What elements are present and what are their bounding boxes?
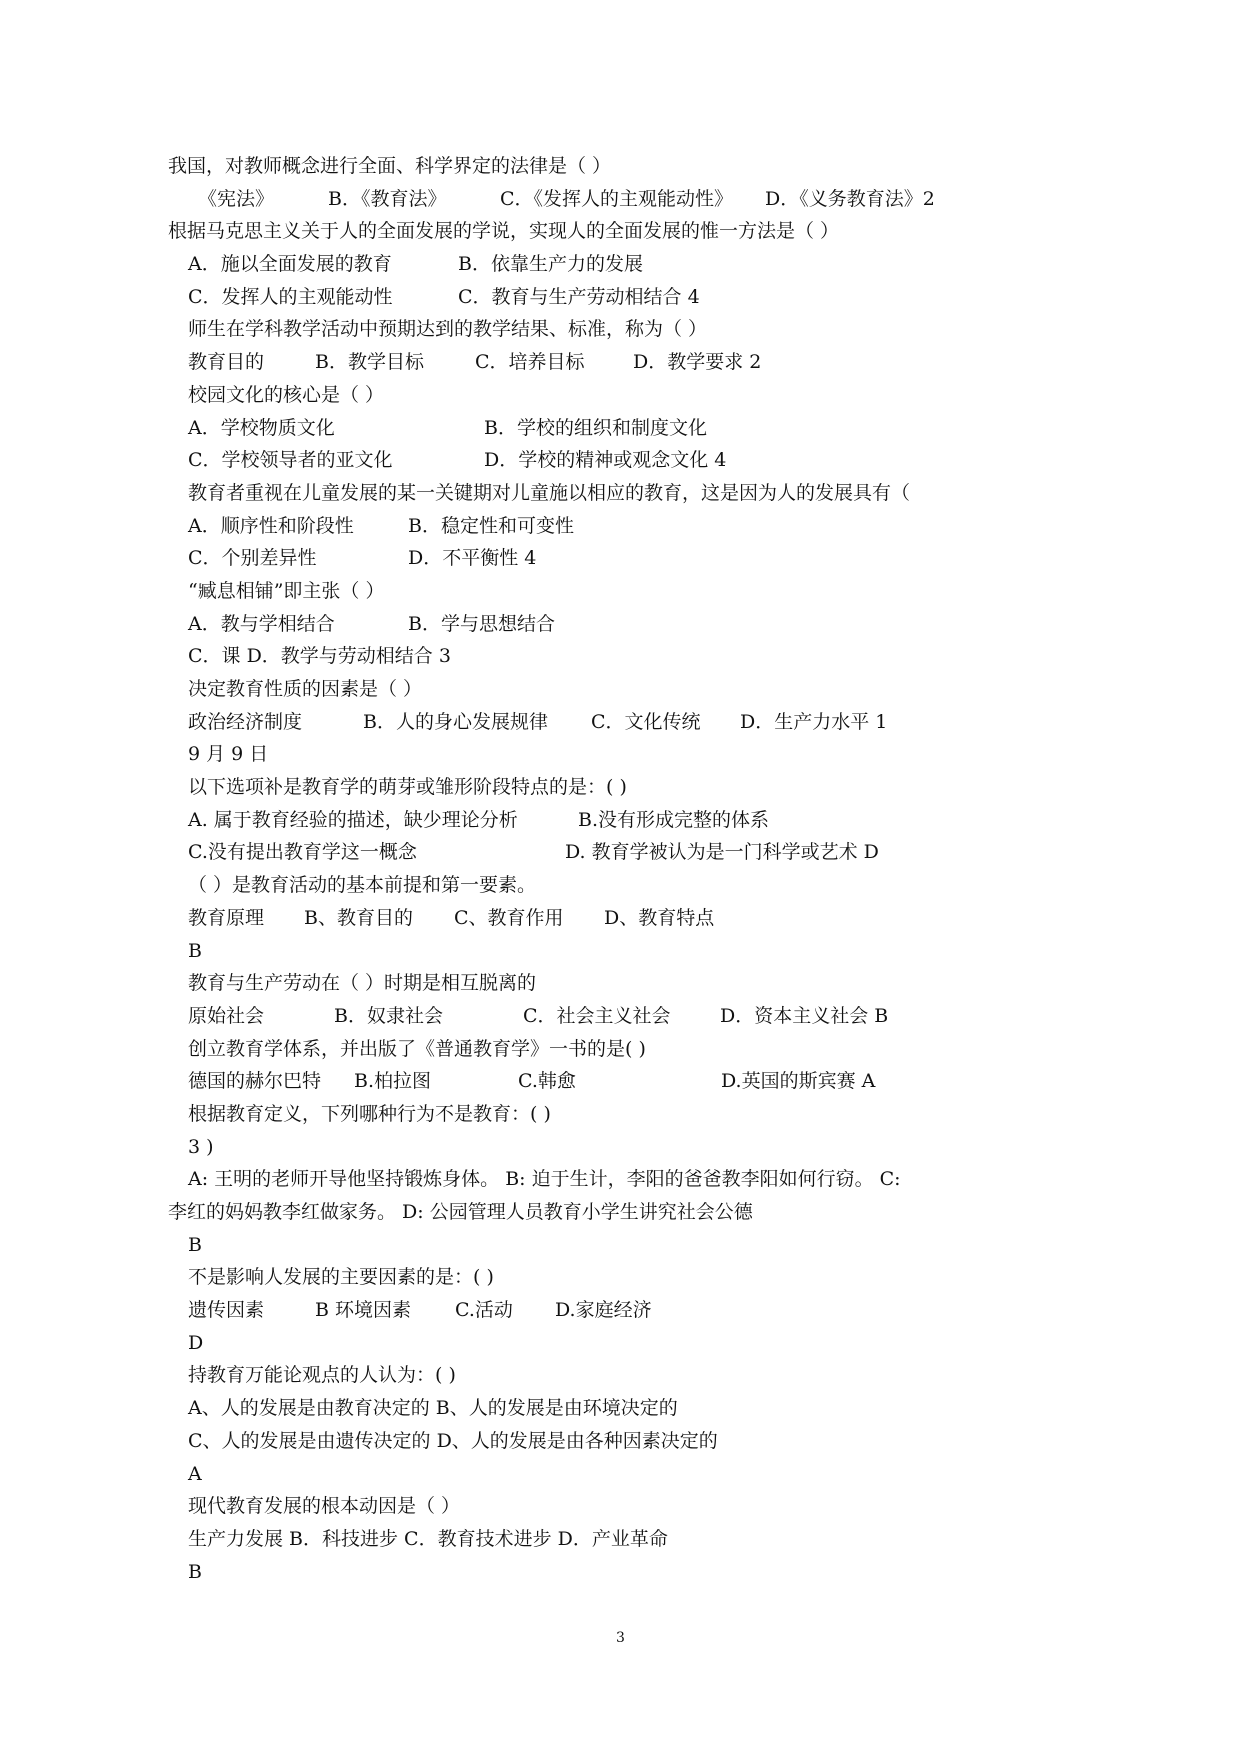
- text-line: [188, 1229, 1068, 1262]
- text-segment: “臧息相铺”即主张（ ）: [188, 579, 385, 602]
- text-segment: 决定教育性质的因素是（ ）: [188, 678, 423, 700]
- document-body: [168, 150, 1068, 1588]
- text-segment: 德国的赫尔巴特: [188, 1070, 322, 1093]
- text-segment: 我国，对教师概念进行全面、科学界定的法律是（ ）: [168, 155, 612, 177]
- text-segment: C．文化传统: [591, 710, 701, 733]
- text-segment: 遗传因素: [188, 1299, 265, 1322]
- text-segment: D.家庭经济: [555, 1299, 652, 1322]
- text-segment: A．施以全面发展的教育: [188, 253, 392, 276]
- text-line: [188, 510, 1068, 543]
- text-segment: B．稳定性和可变性: [408, 514, 574, 537]
- text-segment: C．社会主义社会: [523, 1004, 671, 1027]
- text-segment: 校园文化的核心是（ ）: [188, 383, 385, 406]
- text-line: [188, 1523, 1068, 1556]
- text-segment: D．《义务教育法》2: [765, 187, 935, 210]
- text-line: [188, 869, 1068, 902]
- text-line: [188, 444, 1068, 477]
- text-line: [188, 1261, 1068, 1294]
- text-segment: 不是影响人发展的主要因素的是：( ): [188, 1266, 494, 1289]
- text-line: [188, 738, 1068, 771]
- text-segment: A、人的发展是由教育决定的 B、人的发展是由环境决定的: [188, 1397, 678, 1420]
- text-line: [188, 542, 1068, 575]
- text-line: [188, 477, 1068, 510]
- text-segment: D．学校的精神或观念文化 4: [484, 449, 727, 472]
- text-segment: C、人的发展是由遗传决定的 D、人的发展是由各种因素决定的: [188, 1429, 718, 1452]
- text-segment: C．个别差异性: [188, 547, 317, 570]
- text-segment: 以下选项补是教育学的萌芽或雏形阶段特点的是：( ): [188, 776, 627, 799]
- text-segment: C．课 D．教学与劳动相结合 3: [188, 645, 451, 668]
- text-line: [188, 1490, 1068, 1523]
- text-line: [188, 804, 1068, 837]
- text-line: [188, 1327, 1068, 1360]
- text-segment: C．学校领导者的亚文化: [188, 449, 393, 472]
- text-line: [188, 1425, 1068, 1458]
- text-line: [188, 673, 1068, 706]
- text-line: [188, 346, 1068, 379]
- text-line: [188, 1065, 1068, 1098]
- text-segment: B: [188, 939, 202, 962]
- text-line: [188, 1294, 1068, 1327]
- text-segment: A: [188, 1462, 202, 1485]
- text-segment: D: [188, 1331, 204, 1354]
- text-segment: B．学与思想结合: [408, 612, 555, 635]
- page-number: 3: [616, 1630, 625, 1646]
- text-line: [188, 1033, 1068, 1066]
- text-segment: B: [188, 1560, 202, 1583]
- text-segment: 根据教育定义，下列哪种行为不是教育：( ): [188, 1102, 551, 1125]
- text-segment: 《宪法》: [198, 187, 275, 210]
- text-line: [188, 412, 1068, 445]
- text-segment: A．教与学相结合: [188, 612, 335, 635]
- text-line: [188, 935, 1068, 968]
- text-segment: C．培养目标: [475, 351, 585, 374]
- text-segment: 教育目的: [188, 351, 265, 374]
- text-segment: A．学校物质文化: [188, 416, 335, 439]
- text-line: [188, 608, 1068, 641]
- text-line: [188, 1458, 1068, 1491]
- text-line: [188, 1000, 1068, 1033]
- text-segment: B．奴隶社会: [334, 1004, 443, 1027]
- text-segment: C．教育与生产劳动相结合 4: [458, 285, 700, 308]
- text-line: [168, 215, 1068, 248]
- text-line: [188, 1131, 1068, 1164]
- text-segment: A．顺序性和阶段性: [188, 514, 354, 537]
- text-segment: 根据马克思主义关于人的全面发展的学说，实现人的全面发展的惟一方法是（ ）: [168, 220, 840, 243]
- text-line: [188, 575, 1068, 608]
- text-segment: C．《发挥人的主观能动性》: [500, 187, 734, 210]
- text-segment: B.柏拉图: [354, 1070, 432, 1093]
- text-line: [188, 706, 1068, 739]
- text-line: [188, 248, 1068, 281]
- text-line: [188, 1098, 1068, 1131]
- text-line: [188, 771, 1068, 804]
- text-segment: （ ）是教育活动的基本前提和第一要素。: [188, 874, 537, 897]
- text-segment: B 环境因素: [315, 1299, 412, 1322]
- text-segment: D. 教育学被认为是一门科学或艺术 D: [565, 841, 879, 864]
- text-line: [188, 379, 1068, 412]
- text-segment: 9 月 9 日: [188, 743, 269, 766]
- text-segment: C.活动: [455, 1299, 513, 1322]
- text-segment: C.韩愈: [518, 1070, 576, 1093]
- text-segment: B．学校的组织和制度文化: [484, 416, 707, 439]
- text-segment: D．生产力水平 1: [740, 710, 888, 733]
- text-segment: 教育原理: [188, 906, 265, 929]
- text-segment: 李红的妈妈教李红做家务。 D: 公园管理人员教育小学生讲究社会公德: [168, 1201, 753, 1223]
- text-segment: C、教育作用: [454, 906, 564, 929]
- text-segment: 创立教育学体系，并出版了《普通教育学》一书的是( ): [188, 1037, 646, 1060]
- text-line: [188, 313, 1068, 346]
- text-segment: C．发挥人的主观能动性: [188, 285, 393, 308]
- text-line: [188, 640, 1068, 673]
- text-line: [188, 1359, 1068, 1392]
- text-segment: D.英国的斯宾赛 A: [721, 1070, 876, 1093]
- text-segment: B．《教育法》: [328, 187, 447, 210]
- text-segment: A: 王明的老师开导他坚持锻炼身体。 B: 迫于生计，李阳的爸爸教李阳如何行窃。 C:: [188, 1168, 901, 1191]
- text-line: [188, 967, 1068, 1000]
- text-line: [188, 902, 1068, 935]
- text-segment: D、教育特点: [604, 906, 715, 929]
- text-line: [168, 1196, 1068, 1229]
- text-segment: D．教学要求 2: [633, 351, 762, 374]
- text-segment: C.没有提出教育学这一概念: [188, 841, 417, 864]
- text-segment: B．人的身心发展规律: [363, 710, 548, 733]
- text-segment: 政治经济制度: [188, 710, 303, 733]
- text-segment: B．依靠生产力的发展: [458, 253, 643, 276]
- text-segment: 教育者重视在儿童发展的某一关键期对儿童施以相应的教育，这是因为人的发展具有（: [188, 481, 911, 504]
- text-segment: 原始社会: [188, 1004, 265, 1027]
- text-segment: 现代教育发展的根本动因是（ ）: [188, 1495, 461, 1518]
- text-line: [168, 150, 1068, 183]
- text-segment: A. 属于教育经验的描述，缺少理论分析: [188, 808, 518, 831]
- text-segment: B．教学目标: [315, 351, 424, 374]
- text-segment: 教育与生产劳动在（ ）时期是相互脱离的: [188, 972, 537, 995]
- text-segment: D．资本主义社会 B: [720, 1004, 889, 1027]
- text-segment: 师生在学科教学活动中预期达到的教学结果、标准，称为（ ）: [188, 318, 708, 341]
- text-segment: 3 ): [188, 1135, 214, 1158]
- text-segment: B: [188, 1233, 202, 1256]
- text-line: [188, 281, 1068, 314]
- text-segment: D．不平衡性 4: [408, 547, 537, 570]
- text-line: [188, 1163, 1068, 1196]
- text-segment: B、教育目的: [304, 906, 413, 929]
- text-segment: B.没有形成完整的体系: [578, 808, 770, 831]
- text-segment: 生产力发展 B．科技进步 C．教育技术进步 D．产业革命: [188, 1527, 668, 1550]
- text-line: [188, 183, 1068, 216]
- text-segment: 持教育万能论观点的人认为：( ): [188, 1364, 456, 1387]
- text-line: [188, 836, 1068, 869]
- text-line: [188, 1392, 1068, 1425]
- text-line: [188, 1556, 1068, 1589]
